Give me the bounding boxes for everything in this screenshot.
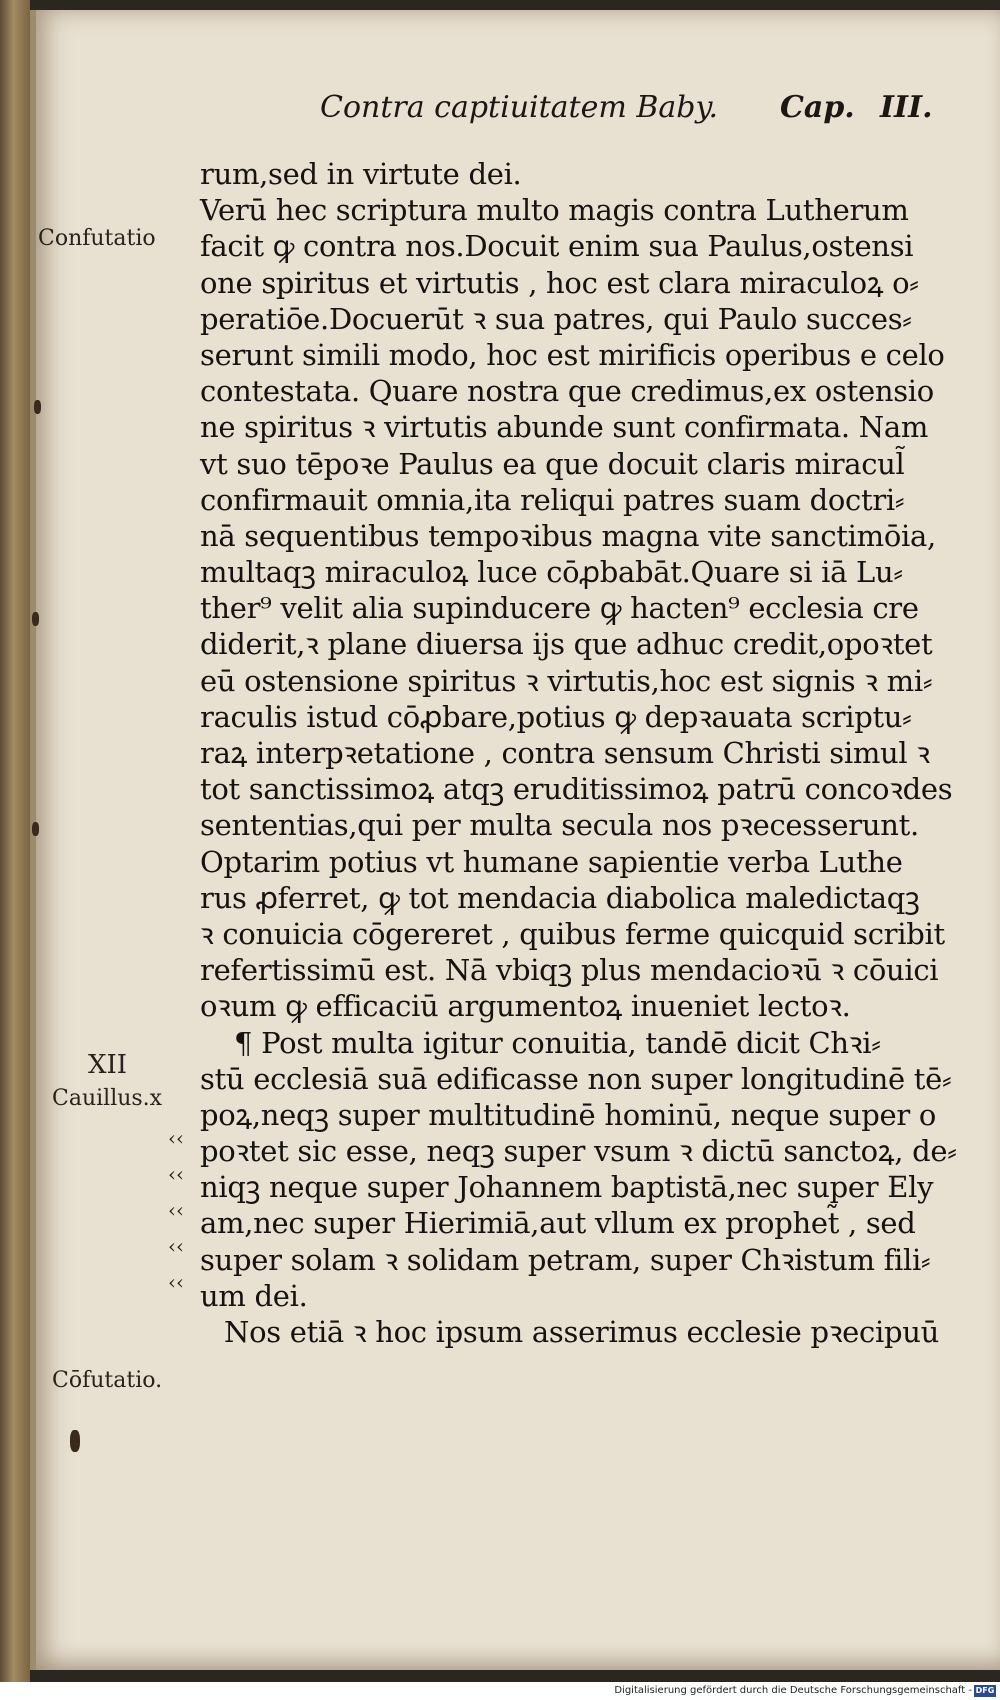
text-line: one spiritus et virtutis , hoc est clara miraculoꝝ o⸗ [200, 265, 919, 300]
text-line: serunt simili modo, hoc est mirificis operibus e celo [200, 337, 945, 372]
text-line: nā sequentibus tempoꝛibus magna vite sanctimōia, [200, 518, 936, 553]
text-line: confirmauit omnia,ita reliqui patres suam doctri⸗ [200, 482, 905, 517]
text-line: stū ecclesiā suā edificasse non super longitudinē tē⸗ [200, 1061, 952, 1096]
text-line: rum,sed in virtute dei. [200, 157, 522, 191]
text-line: Optarim potius vt humane sapientie verba Luthe [200, 844, 903, 879]
quote-mark: ‹‹ [168, 1234, 184, 1258]
text-line: niqꝫ neque super Johannem baptistā,nec super Ely [200, 1170, 934, 1205]
quote-mark: ‹‹ [168, 1270, 184, 1294]
ink-stain [32, 822, 39, 836]
text-line: rus ꝓferret, ꝙ tot mendacia diabolica maledictaqꝫ [200, 880, 920, 915]
text-line: Verū hec scriptura multo magis contra Lutherum [200, 193, 909, 228]
ink-stain [34, 400, 41, 414]
chapter-label: Cap. [780, 90, 855, 125]
text-line: refertissimū est. Nā vbiqꝫ plus mendacioꝛū ꝛ cōuici [200, 953, 939, 988]
margin-note-numeral: XII [88, 1050, 128, 1080]
ink-stain [70, 1430, 80, 1452]
margin-note-confutatio: Confutatio [38, 226, 156, 251]
text-line: sententias,qui per multa secula nos pꝛecesserunt. [200, 808, 919, 843]
text-line: peratiōe.Docuerūt ꝛ sua patres, qui Paulo succes⸗ [200, 301, 912, 336]
text-line: Nos etiā ꝛ hoc ipsum asserimus ecclesie pꝛecipuū [224, 1315, 939, 1349]
text-line: ne spiritus ꝛ virtutis abunde sunt confirmata. Nam [200, 410, 929, 445]
text-line: oꝛum ꝙ efficaciū argumentoꝝ inueniet lectoꝛ. [200, 989, 851, 1024]
body-text [200, 156, 990, 1350]
text-line: ¶ Post multa igitur conuitia, tandē dicit Chꝛi⸗ [234, 1025, 881, 1060]
text-line: poꝝ,neqꝫ super multitudinē hominū, neque super o [200, 1097, 937, 1132]
text-line: am,nec super Hierimiā,aut vllum ex prophet̃ , sed [200, 1206, 916, 1241]
quote-mark: ‹‹ [168, 1198, 184, 1222]
quote-mark: ‹‹ [168, 1162, 184, 1186]
digitization-footer [0, 1682, 1000, 1700]
text-line: poꝛtet sic esse, neqꝫ super vsum ꝛ dictū sanctoꝝ, de⸗ [200, 1134, 957, 1169]
margin-note-cauillus: Cauillus.x [52, 1086, 163, 1111]
text-line: tot sanctissimoꝝ atqꝫ eruditissimoꝝ patrū concoꝛdes [200, 772, 953, 807]
text-line: ther⁹ velit alia supinducere ꝙ hacten⁹ ecclesia cre [200, 591, 919, 626]
text-line: super solam ꝛ solidam petram, super Chꝛistum fili⸗ [200, 1242, 931, 1277]
text-line: facit ꝙ contra nos.Docuit enim sua Paulus,ostensi [200, 229, 914, 264]
text-line: eū ostensione spiritus ꝛ virtutis,hoc est signis ꝛ mi⸗ [200, 663, 933, 698]
text-line: vt suo tēpoꝛe Paulus ea que docuit claris miracul̃ [200, 446, 905, 481]
book-spine [0, 0, 30, 1682]
text-line: raculis istud cōꝓbare,potius ꝙ depꝛauata scriptu⸗ [200, 699, 912, 734]
text-line: ꝛ conuicia cōgereret , quibus ferme quicquid scribit [200, 916, 945, 951]
margin-note-confutatio-2: Cōfutatio. [52, 1368, 163, 1393]
text-line: contestata. Quare nostra que credimus,ex ostensio [200, 374, 934, 409]
running-head [320, 90, 960, 130]
footer-credit: Digitalisierung gefördert durch die Deutsche Forschungsgemeinschaft - [614, 1685, 972, 1696]
chapter-number: III. [880, 90, 933, 125]
dfg-logo: DFG [975, 1686, 995, 1695]
running-head-title: Contra captiuitatem Baby. [320, 90, 718, 125]
text-line: um dei. [200, 1278, 308, 1313]
quote-mark: ‹‹ [168, 1126, 184, 1150]
text-line: multaqꝫ miraculoꝝ luce cōꝓbabāt.Quare si iā Lu⸗ [200, 555, 903, 590]
text-line: raꝝ interpꝛetatione , contra sensum Christi simul ꝛ [200, 736, 930, 770]
ink-stain [32, 612, 39, 626]
text-line: diderit,ꝛ plane diuersa ijs que adhuc credit,opoꝛtet [200, 627, 933, 662]
